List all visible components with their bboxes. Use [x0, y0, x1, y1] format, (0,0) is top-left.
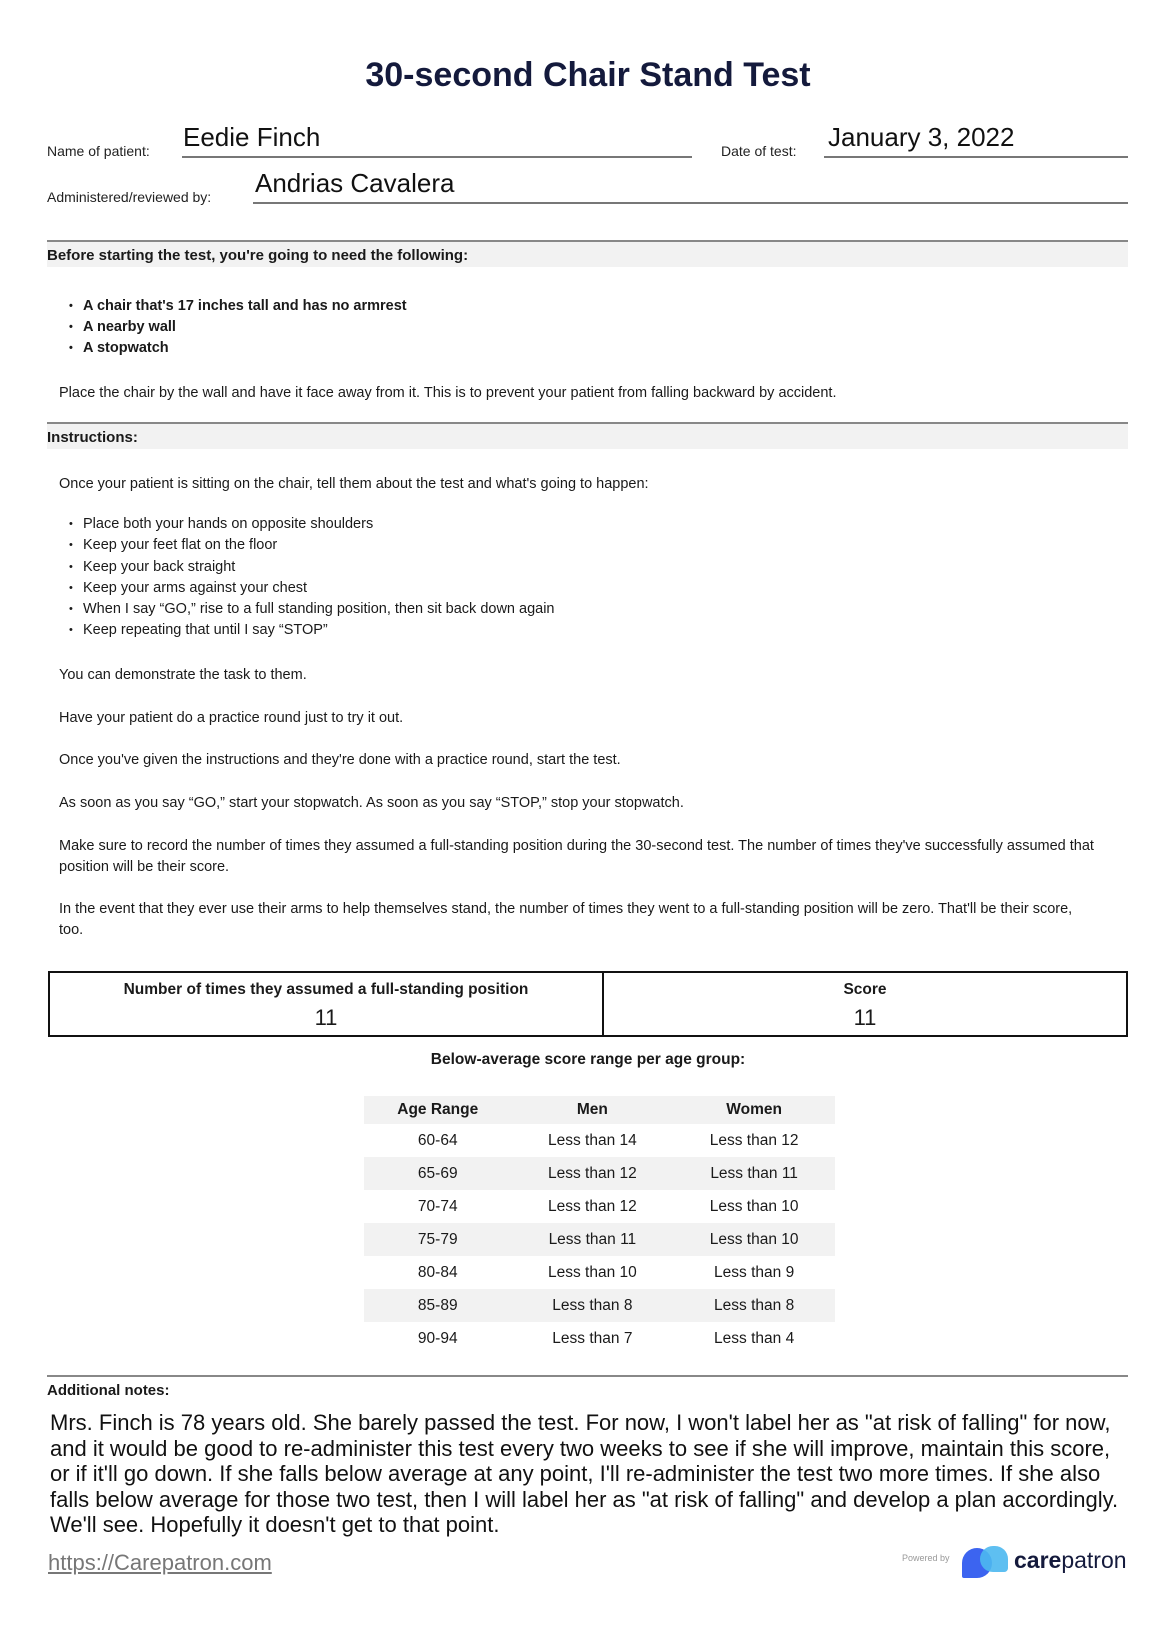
patient-label: Name of patient: — [47, 143, 150, 159]
paragraph: As soon as you say “GO,” start your stopwatch. As soon as you say “STOP,” stop your stopwatch. — [59, 795, 684, 811]
table-row — [364, 1124, 835, 1157]
page-title: 30-second Chair Stand Test — [365, 56, 811, 94]
table-cell: 75-79 — [364, 1223, 512, 1256]
table-cell: Less than 10 — [709, 1197, 799, 1215]
table-row — [364, 1157, 835, 1190]
norms-table — [364, 1096, 835, 1355]
column-header: Women — [673, 1096, 835, 1124]
carepatron-logo-icon — [962, 1546, 1010, 1578]
table-cell: 80-84 — [417, 1263, 458, 1281]
table-cell: Less than 8 — [512, 1289, 674, 1322]
count-value[interactable]: 11 — [314, 1005, 338, 1030]
table-cell: Less than 10 — [673, 1223, 835, 1256]
notes-text[interactable]: Mrs. Finch is 78 years old. She barely passed the test. For now, I won't label her as "at risk of falling" for now, and it would be good to re-administer this test every two weeks to see if she will improve, maintain this score, or if it'll go down. If she falls below average at any point, I'll re-administer the test two more times. If she also falls below average for those two test, then I will label her as "at risk of falling" and develop a plan accordingly. We'll see. Hopefully it doesn't get to that point. — [50, 1410, 1119, 1537]
table-cell: Less than 7 — [552, 1329, 633, 1347]
before-heading: Before starting the test, you're going to need the following: — [47, 240, 1128, 267]
patient-underline — [182, 156, 692, 158]
column-header: Age Range — [364, 1096, 512, 1124]
instructions-heading: Instructions: — [47, 422, 1128, 449]
table-cell: 85-89 — [364, 1289, 512, 1322]
score-label: Score — [843, 981, 887, 998]
table-cell: Less than 4 — [714, 1329, 795, 1347]
table-row — [364, 1223, 835, 1256]
table-cell: Less than 12 — [548, 1197, 637, 1215]
table-cell: Less than 11 — [512, 1223, 674, 1256]
column-header: Men — [512, 1096, 674, 1124]
count-label: Number of times they assumed a full-standing position — [123, 981, 529, 998]
table-cell: Less than 9 — [714, 1263, 795, 1281]
table-row — [364, 1190, 835, 1223]
table-cell: 65-69 — [364, 1157, 512, 1190]
paragraph: You can demonstrate the task to them. — [59, 667, 307, 683]
table-cell: 90-94 — [417, 1329, 458, 1347]
paragraph: Once you've given the instructions and they're done with a practice round, start the test. — [59, 752, 621, 768]
notes-heading: Additional notes: — [47, 1375, 1128, 1399]
table-row — [364, 1322, 835, 1355]
count-cell — [50, 973, 604, 1035]
table-cell: Less than 12 — [512, 1157, 674, 1190]
date-label: Date of test: — [721, 143, 797, 159]
table-cell: Less than 14 — [548, 1131, 637, 1149]
table-cell: 70-74 — [417, 1197, 458, 1215]
score-cell — [604, 973, 1126, 1035]
instructions-intro: Once your patient is sitting on the chair, tell them about the test and what's going to happen: — [59, 476, 649, 492]
carepatron-brand: carepatron — [1014, 1547, 1127, 1573]
date-underline — [824, 156, 1128, 158]
table-cell: 60-64 — [417, 1131, 458, 1149]
powered-by: Powered by — [902, 1553, 950, 1563]
carepatron-link[interactable]: https://Carepatron.com — [48, 1550, 272, 1575]
paragraph: Make sure to record the number of times they assumed a full-standing position during the 30-second test. The number of times they've successfully assumed that position will be their score. — [59, 838, 1094, 875]
paragraph: In the event that they ever use their arms to help themselves stand, the number of times they went to a full-standing position will be zero. That'll be their score, too. — [59, 901, 1073, 938]
table-row — [364, 1289, 835, 1322]
table-cell: Less than 8 — [673, 1289, 835, 1322]
date-field[interactable]: January 3, 2022 — [828, 122, 1015, 152]
admin-label: Administered/reviewed by: — [47, 189, 212, 205]
table-cell: Less than 11 — [673, 1157, 835, 1190]
table-cell: Less than 12 — [709, 1131, 799, 1149]
norms-title: Below-average score range per age group: — [430, 1051, 746, 1068]
paragraph: Have your patient do a practice round just to try it out. — [59, 710, 404, 726]
admin-underline — [253, 202, 1128, 204]
admin-field[interactable]: Andrias Cavalera — [255, 168, 455, 198]
patient-name-field[interactable]: Eedie Finch — [183, 122, 321, 152]
score-box — [48, 971, 1128, 1037]
table-cell: Less than 10 — [548, 1263, 637, 1281]
score-value[interactable]: 11 — [853, 1005, 877, 1030]
before-note: Place the chair by the wall and have it face away from it. This is to prevent your patient from falling backward by accident. — [59, 385, 837, 401]
table-row — [364, 1256, 835, 1289]
